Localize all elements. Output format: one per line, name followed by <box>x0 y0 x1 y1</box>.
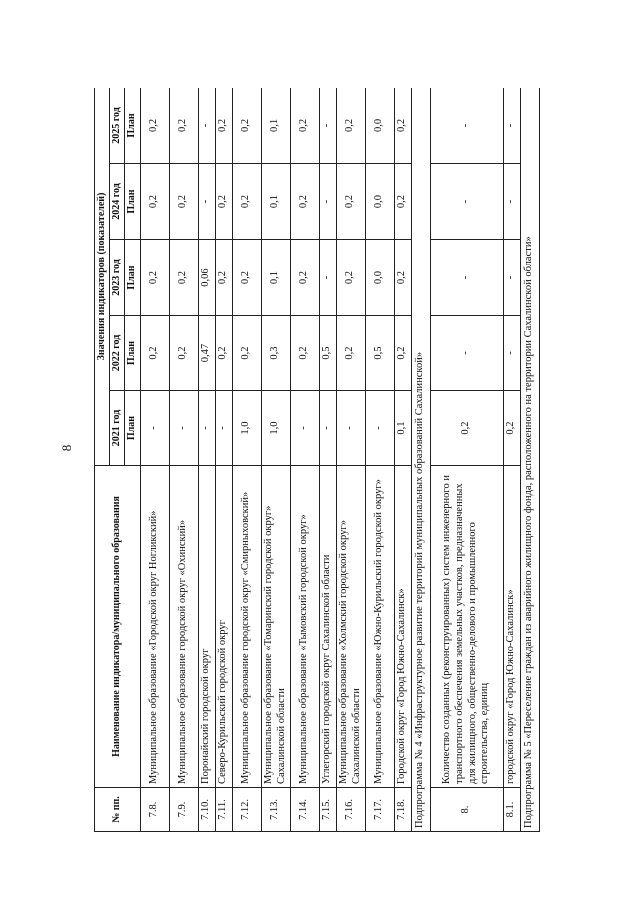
row-value: - <box>336 391 365 466</box>
row-name: Муниципальное образование «Тымовский городской округ» <box>290 466 319 788</box>
row-value: 0,2 <box>140 88 169 164</box>
row-number: 7.9. <box>169 788 198 832</box>
row-name: Поронайский городской округ <box>198 466 215 788</box>
row-name: Муниципальное образование «Холмский городской округ» Сахалинской области <box>336 466 365 788</box>
row-value: - <box>290 391 319 466</box>
row-value: - <box>430 240 503 316</box>
row-value: 0,2 <box>232 240 261 316</box>
row-value: - <box>319 240 336 316</box>
row-number: 7.8. <box>140 788 169 832</box>
plan-header: План <box>125 316 140 391</box>
row-number: 8. <box>430 788 503 832</box>
row-value: - <box>503 88 520 164</box>
plan-header: План <box>125 391 140 466</box>
row-value: 0,2 <box>169 316 198 391</box>
row-value: 0,2 <box>290 316 319 391</box>
table-row <box>198 88 215 832</box>
row-number: 7.17. <box>365 788 394 832</box>
row-value: 0,1 <box>261 164 290 240</box>
row-name: Количество созданных (реконструированных) систем инженерного и транспортного обеспечения земельных участков, предназначенных для жилищного, общественно-делового и промышленного строительства, единиц <box>430 466 503 788</box>
row-value: - <box>319 391 336 466</box>
table-body <box>140 88 539 832</box>
values-group-header: Значения индикаторов (показателей) <box>95 88 110 466</box>
year-header: 2023 год <box>110 240 125 316</box>
row-value: - <box>430 88 503 164</box>
row-number: 7.10. <box>198 788 215 832</box>
subprogram-5-title: Подпрограмма № 5 «Переселение граждан из аварийного жилищного фонда, расположенного на территории Сахалинской области» <box>520 88 539 832</box>
row-value: 0,2 <box>394 164 411 240</box>
table-row <box>215 88 232 832</box>
plan-header: План <box>125 240 140 316</box>
row-name: Муниципальное образование «Южно-Курильский городской округ» <box>365 466 394 788</box>
row-value: 0,47 <box>198 316 215 391</box>
row-value: - <box>365 391 394 466</box>
row-value: 0,2 <box>430 391 503 466</box>
table-row <box>169 88 198 832</box>
row-value: - <box>503 240 520 316</box>
row-value: - <box>169 391 198 466</box>
row-name: городской округ «Город Южно-Сахалинск» <box>503 466 520 788</box>
row-value: 0,2 <box>290 88 319 164</box>
row-number: 7.13. <box>261 788 290 832</box>
row-value: 0,2 <box>394 88 411 164</box>
row-value: 0,2 <box>169 240 198 316</box>
row-value: 0,2 <box>215 240 232 316</box>
row-value: 0,1 <box>261 240 290 316</box>
plan-header: План <box>125 88 140 164</box>
row-value: - <box>198 391 215 466</box>
table-head <box>95 88 141 832</box>
row-name: Углегорский городской округ Сахалинской области <box>319 466 336 788</box>
rotated-page-area <box>94 88 574 832</box>
row-value: - <box>140 391 169 466</box>
table-row <box>140 88 169 832</box>
row-value: 0,2 <box>169 164 198 240</box>
row-value: - <box>198 164 215 240</box>
row-value: 0,2 <box>140 316 169 391</box>
table-row <box>261 88 290 832</box>
row-name: Муниципальное образование городской округ «Смирныховский» <box>232 466 261 788</box>
row-value: 0,2 <box>232 316 261 391</box>
row-value: 0,5 <box>319 316 336 391</box>
row-value: 0,2 <box>394 316 411 391</box>
row-value: 0,0 <box>365 240 394 316</box>
subprogram-4-title: Подпрограмма № 4 «Инфраструктурное развитие территорий муниципальных образований Сахалинской» <box>411 88 430 832</box>
row-name: Северо-Курильский городской округ <box>215 466 232 788</box>
year-header: 2021 год <box>110 391 125 466</box>
year-header: 2024 год <box>110 164 125 240</box>
table-row <box>503 88 520 832</box>
row-number: 7.11. <box>215 788 232 832</box>
row-value: 0,3 <box>261 316 290 391</box>
row-value: 0,2 <box>290 240 319 316</box>
plan-header: План <box>125 164 140 240</box>
row-value: 0,2 <box>140 240 169 316</box>
row-value: - <box>215 391 232 466</box>
row-value: 0,2 <box>290 164 319 240</box>
table-row <box>319 88 336 832</box>
row-number: 7.12. <box>232 788 261 832</box>
table-row <box>290 88 319 832</box>
row-value: - <box>503 316 520 391</box>
row-value: 0,1 <box>394 391 411 466</box>
row-name: Муниципальное образование «Городской округ Ногликский» <box>140 466 169 788</box>
row-value: 0,2 <box>169 88 198 164</box>
row-value: - <box>319 164 336 240</box>
year-header: 2025 год <box>110 88 125 164</box>
row-number: 7.15. <box>319 788 336 832</box>
rotated-table-wrapper <box>94 88 574 832</box>
table-row <box>394 88 411 832</box>
row-name: Муниципальное образование «Томаринский городской округ» Сахалинской области <box>261 466 290 788</box>
col-num-header: № пп. <box>95 788 141 832</box>
row-number: 7.14. <box>290 788 319 832</box>
subprogram-4-row <box>411 88 430 832</box>
row-value: 1,0 <box>261 391 290 466</box>
row-value: 1,0 <box>232 391 261 466</box>
row-number: 8.1. <box>503 788 520 832</box>
row-value: 0,06 <box>198 240 215 316</box>
row-value: 0,2 <box>215 88 232 164</box>
row-value: 0,2 <box>336 88 365 164</box>
table-row <box>232 88 261 832</box>
row-value: 0,2 <box>336 316 365 391</box>
year-header: 2022 год <box>110 316 125 391</box>
table-row <box>336 88 365 832</box>
table-row <box>430 88 503 832</box>
row-value: 0,2 <box>503 391 520 466</box>
row-value: 0,0 <box>365 164 394 240</box>
row-value: - <box>198 88 215 164</box>
row-value: 0,5 <box>365 316 394 391</box>
row-value: - <box>319 88 336 164</box>
row-value: 0,2 <box>215 316 232 391</box>
row-value: 0,2 <box>215 164 232 240</box>
subprogram-5-row <box>520 88 539 832</box>
row-value: 0,2 <box>232 88 261 164</box>
table-row <box>365 88 394 832</box>
row-number: 7.18. <box>394 788 411 832</box>
page-number: 8 <box>59 444 74 452</box>
row-value: - <box>430 316 503 391</box>
row-value: - <box>503 164 520 240</box>
row-number: 7.16. <box>336 788 365 832</box>
row-value: 0,2 <box>394 240 411 316</box>
col-name-header: Наименование индикатора/муниципального образования <box>95 466 141 788</box>
row-value: 0,2 <box>140 164 169 240</box>
indicators-table <box>94 88 540 832</box>
row-value: 0,0 <box>365 88 394 164</box>
row-value: 0,2 <box>336 164 365 240</box>
row-name: Муниципальное образование городской округ «Охинский» <box>169 466 198 788</box>
row-value: - <box>430 164 503 240</box>
row-value: 0,2 <box>336 240 365 316</box>
row-name: Городской округ «Город Южно-Сахалинск» <box>394 466 411 788</box>
row-value: 0,2 <box>232 164 261 240</box>
row-value: 0,1 <box>261 88 290 164</box>
